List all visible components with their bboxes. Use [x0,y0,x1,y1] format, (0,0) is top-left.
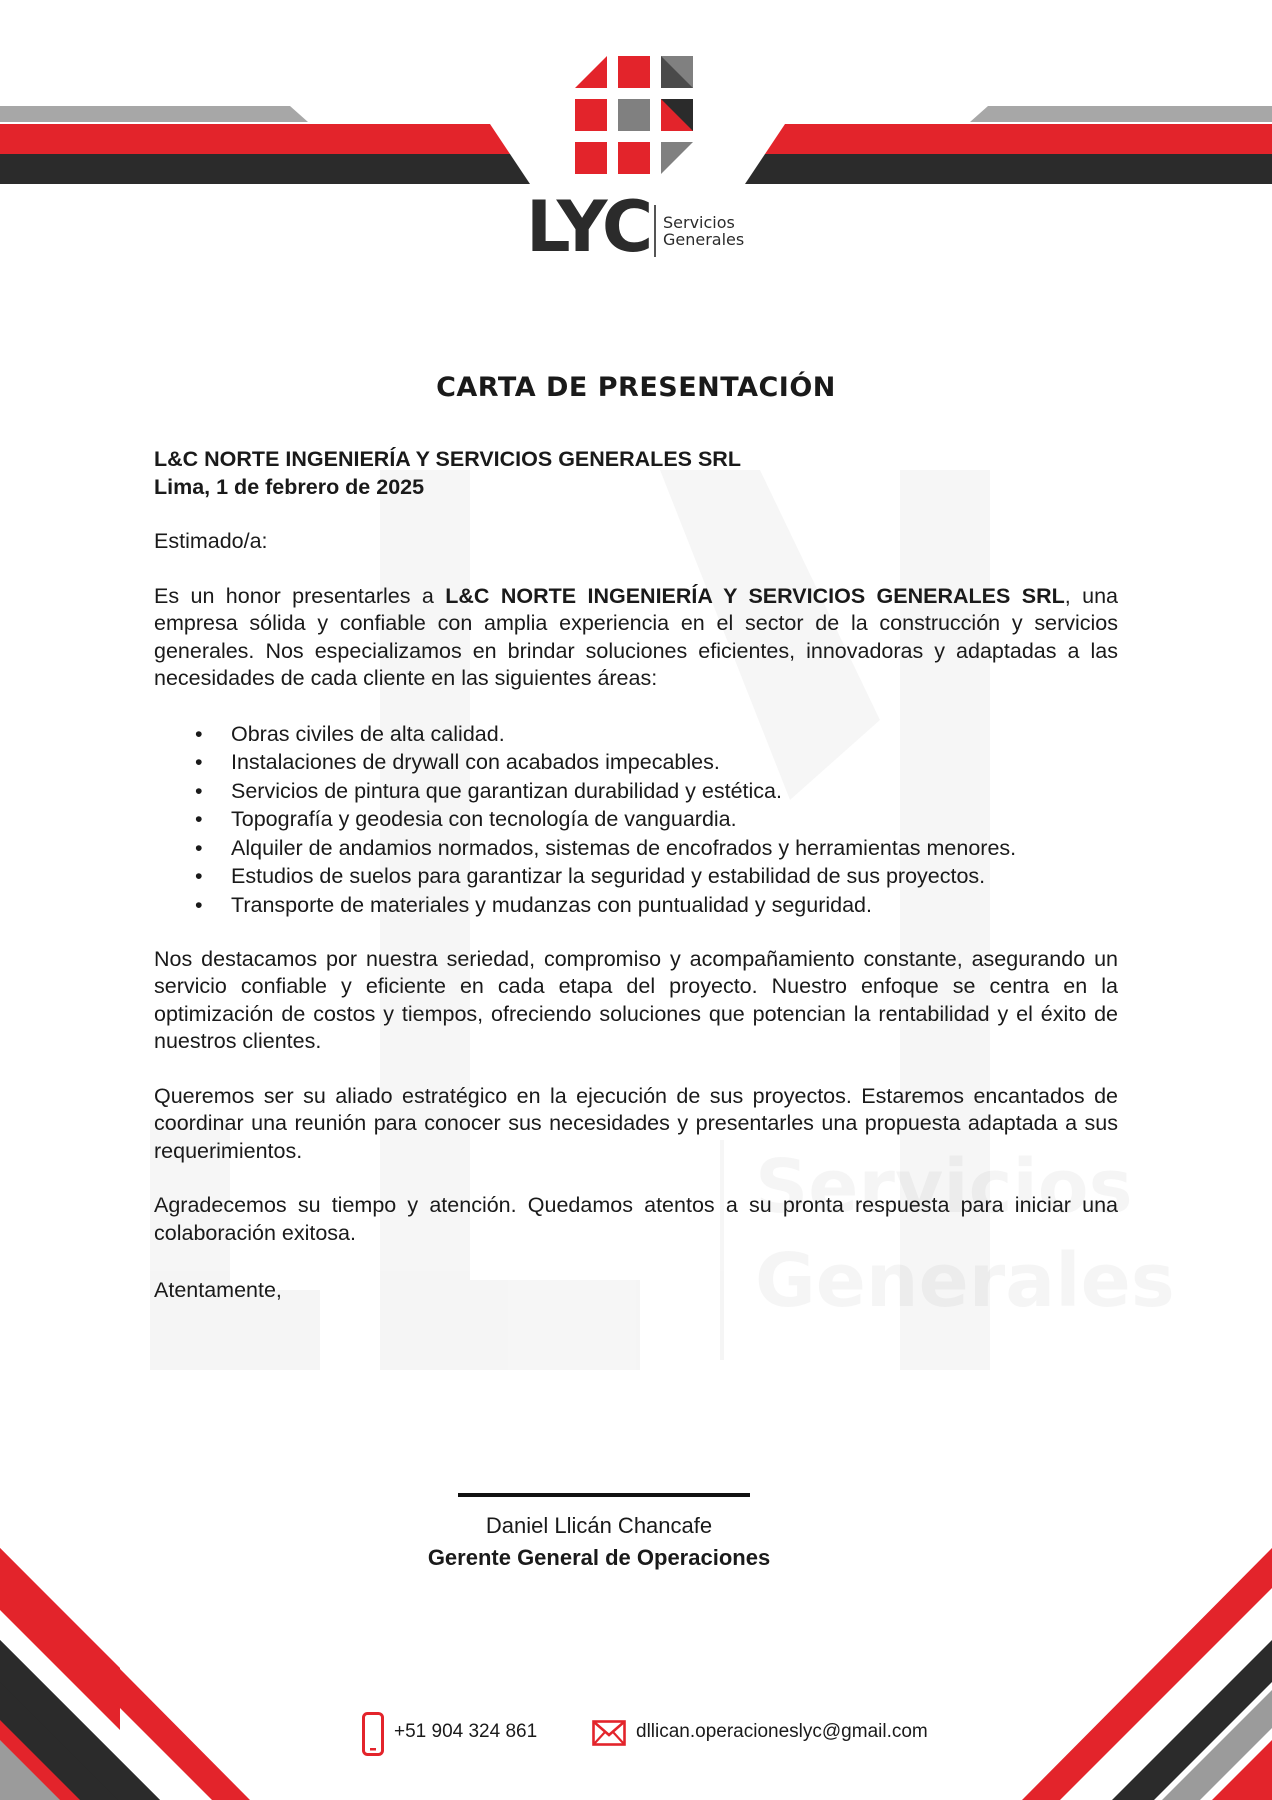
intro-text-before: Es un honor presentarles a [154,583,446,608]
list-item: • Instalaciones de drywall con acabados impecables. [154,748,1118,777]
footer-band-left [0,1548,250,1800]
logo-tagline-line-1: Servicios [663,213,735,232]
signature-line [458,1493,750,1497]
footer-band-right [1022,1548,1272,1800]
intro-text-after: , una empresa sólida y confiable con amplia experiencia en el sector de la construcción y servicios generales. Nos especializamos en brindar soluciones eficientes, innovadoras y adaptadas a las necesidades de cada cliente en las siguientes áreas: [154,583,1118,690]
intro-paragraph [154,583,1118,693]
list-item: • Alquiler de andamios normados, sistemas de encofrados y herramientas menores. [154,834,1118,863]
list-item: • Estudios de suelos para garantizar la seguridad y estabilidad de sus proyectos. [154,862,1118,891]
closing: Atentamente, [154,1278,282,1303]
header-band-right [745,106,1272,184]
logo-tagline-line-2: Generales [663,230,745,249]
list-item: • Servicios de pintura que garantizan durabilidad y estética. [154,777,1118,806]
list-item: • Obras civiles de alta calidad. [154,720,1118,749]
company-name: L&C NORTE INGENIERÍA Y SERVICIOS GENERALES SRL [154,447,741,471]
list-item: • Topografía y geodesia con tecnología de vanguardia. [154,805,1118,834]
intro-company: L&C NORTE INGENIERÍA Y SERVICIOS GENERALES SRL [445,583,1065,608]
document-title: CARTA DE PRESENTACIÓN [436,372,836,403]
list-item: • Transporte de materiales y mudanzas con puntualidad y seguridad. [154,891,1118,920]
contact-email: dllican.operacioneslyc@gmail.com [636,1721,928,1742]
greeting: Estimado/a: [154,529,268,553]
paragraph-alliance: Queremos ser su aliado estratégico en la ejecución de sus proyectos. Estaremos encantados de coordinar una reunión para conocer sus necesidades y presentarles una propuesta adaptada a sus requerimientos. [154,1083,1118,1163]
signature-name: Daniel Llicán Chancafe [485,1513,713,1538]
envelope-icon [592,1720,626,1751]
logo-mark-icon [575,56,693,174]
mobile-phone-icon [362,1712,384,1761]
letter-body [154,446,1118,1305]
services-list [154,720,1118,920]
logo-tagline [663,214,744,248]
contact-phone: +51 904 324 861 [394,1721,538,1742]
paragraph-thanks: Agradecemos su tiempo y atención. Quedamos atentos a su pronta respuesta para iniciar una colaboración exitosa. [154,1193,1118,1245]
place-date: Lima, 1 de febrero de 2025 [154,474,425,499]
header-band-left [0,106,530,184]
logo-divider [654,205,656,257]
logo-wordmark: LYC [526,186,651,268]
signature-role: Gerente General de Operaciones [427,1545,771,1570]
paragraph-commitment: Nos destacamos por nuestra seriedad, compromiso y acompañamiento constante, asegurando un servicio confiable y eficiente en cada etapa del proyecto. Nuestro enfoque se centra en la optimización de costos y tiempos, ofreciendo soluciones que potencian la rentabilidad y el éxito de nuestros clientes. [154,946,1118,1054]
